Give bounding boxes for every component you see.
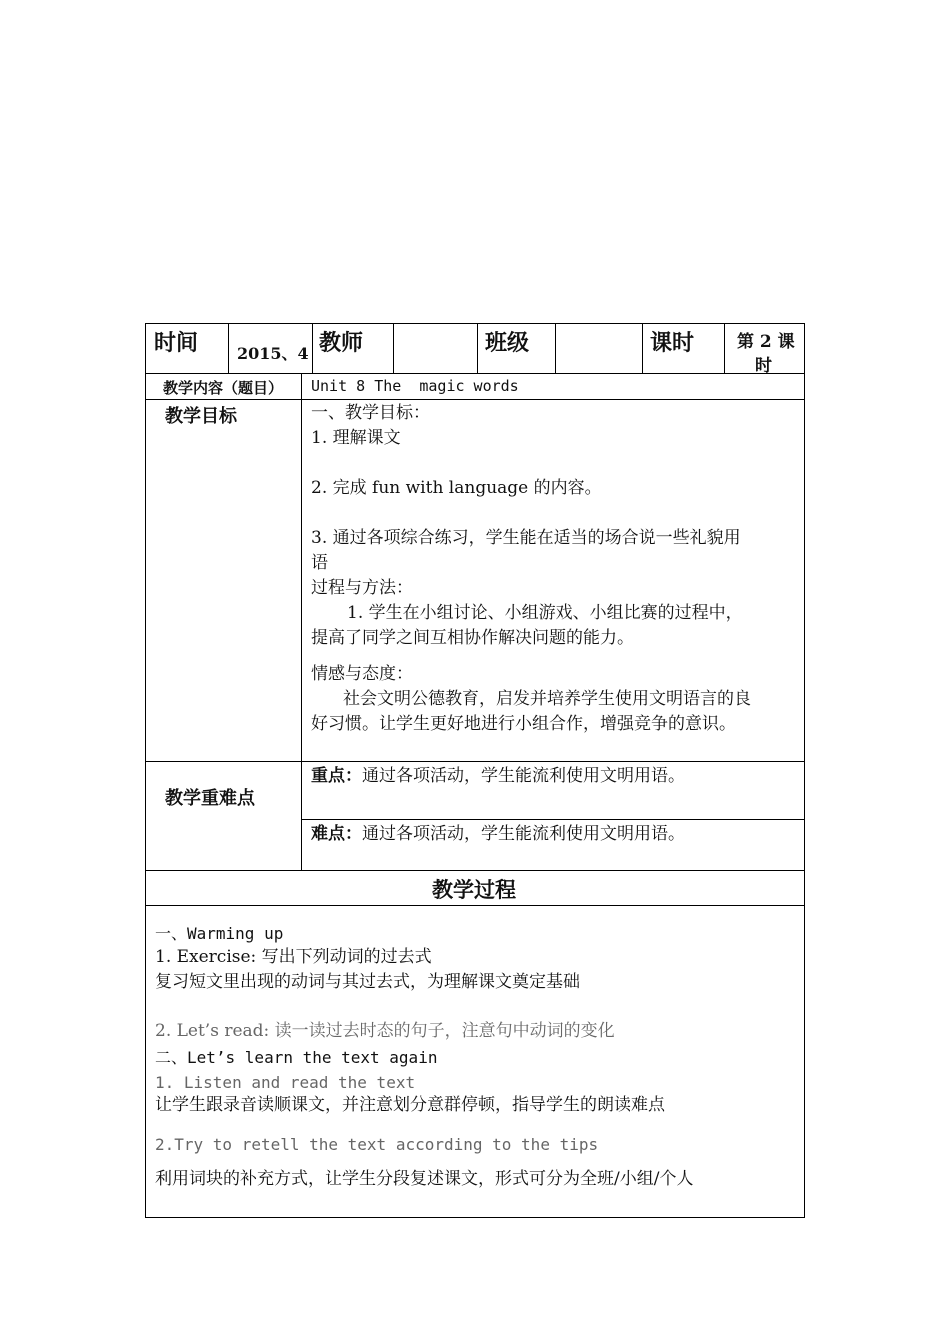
objectives-label: 教学目标: [165, 406, 237, 427]
teacher-label: 教师: [319, 330, 364, 356]
process-line-2: 1. Exercise: 写出下列动词的过去式: [155, 947, 432, 967]
time-value-cell: [229, 324, 313, 373]
class-label: 班级: [485, 330, 530, 356]
process-method-heading: 过程与方法：: [311, 578, 413, 598]
process-content-row: [145, 906, 805, 1218]
content-label-cell: [146, 374, 302, 399]
teacher-label-cell: [313, 324, 394, 373]
key-points-label: 教学重难点: [165, 788, 255, 809]
period-value-cell: [725, 324, 804, 376]
time-label-cell: [146, 324, 229, 373]
process-method-line1: 1. 学生在小组讨论、小组游戏、小组比赛的过程中，: [347, 603, 743, 623]
header-row: [145, 323, 805, 374]
period-label-cell: [643, 324, 725, 373]
difficult-point-line: [311, 822, 685, 847]
objective-item-1: 1. 理解课文: [311, 428, 401, 448]
time-value: 2015、4: [237, 344, 309, 363]
process-title-row: [145, 871, 805, 906]
objectives-row: [145, 400, 805, 762]
objective-item-3-line2: 语: [311, 553, 328, 573]
time-label: 时间: [154, 330, 199, 356]
class-value-cell: [556, 324, 643, 373]
emotion-heading: 情感与态度：: [311, 664, 413, 684]
period-value-line1: 第 2 课: [737, 332, 795, 352]
key-point-label: 重点：: [311, 766, 362, 786]
difficult-point-label: 难点：: [311, 824, 362, 844]
process-line-3: 复习短文里出现的动词与其过去式，为理解课文奠定基础: [155, 972, 580, 992]
content-label: 教学内容（题目）: [163, 379, 284, 397]
emotion-line1: 社会文明公德教育，启发并培养学生使用文明语言的良: [343, 689, 751, 709]
key-point-text: 通过各项活动，学生能流利使用文明用语。: [362, 766, 685, 786]
process-line-7: 让学生跟录音读顺课文，并注意划分意群停顿，指导学生的朗读难点: [155, 1095, 665, 1115]
teacher-value-cell: [394, 324, 478, 373]
difficult-point-text: 通过各项活动，学生能流利使用文明用语。: [362, 824, 685, 844]
class-label-cell: [478, 324, 556, 373]
process-line-8: 2.Try to retell the text according to the tips: [155, 1135, 599, 1154]
objective-item-3-line1: 3. 通过各项综合练习，学生能在适当的场合说一些礼貌用: [311, 528, 741, 548]
key-points-content-cell: [302, 762, 804, 870]
process-line-5: 二、Let’s learn the text again: [155, 1048, 438, 1067]
key-point-block: [302, 762, 804, 820]
process-line-4: 2. Let’s read: 读一读过去时态的句子，注意句中动词的变化: [155, 1021, 615, 1041]
objectives-heading: 一、教学目标：: [311, 403, 430, 423]
process-line-1: 一、Warming up: [155, 924, 284, 943]
period-value-line2: 时: [755, 356, 772, 376]
objective-item-2: 2. 完成 fun with language 的内容。: [311, 478, 602, 498]
period-label: 课时: [650, 330, 695, 356]
key-point-line: [311, 764, 685, 789]
objectives-label-cell: [146, 400, 302, 761]
content-row: [145, 374, 805, 400]
key-points-label-cell: [146, 762, 302, 870]
process-title: 教学过程: [432, 877, 516, 902]
content-value-cell: [302, 374, 804, 399]
objectives-content-cell: [302, 400, 804, 761]
process-line-6: 1. Listen and read the text: [155, 1073, 416, 1092]
emotion-line2: 好习惯。让学生更好地进行小组合作，增强竞争的意识。: [311, 714, 736, 734]
process-line-9: 利用词块的补充方式，让学生分段复述课文，形式可分为全班/小组/个人: [155, 1169, 694, 1189]
content-value: Unit 8 The magic words: [311, 377, 519, 395]
key-points-row: [145, 762, 805, 871]
process-method-line2: 提高了同学之间互相协作解决问题的能力。: [311, 628, 634, 648]
